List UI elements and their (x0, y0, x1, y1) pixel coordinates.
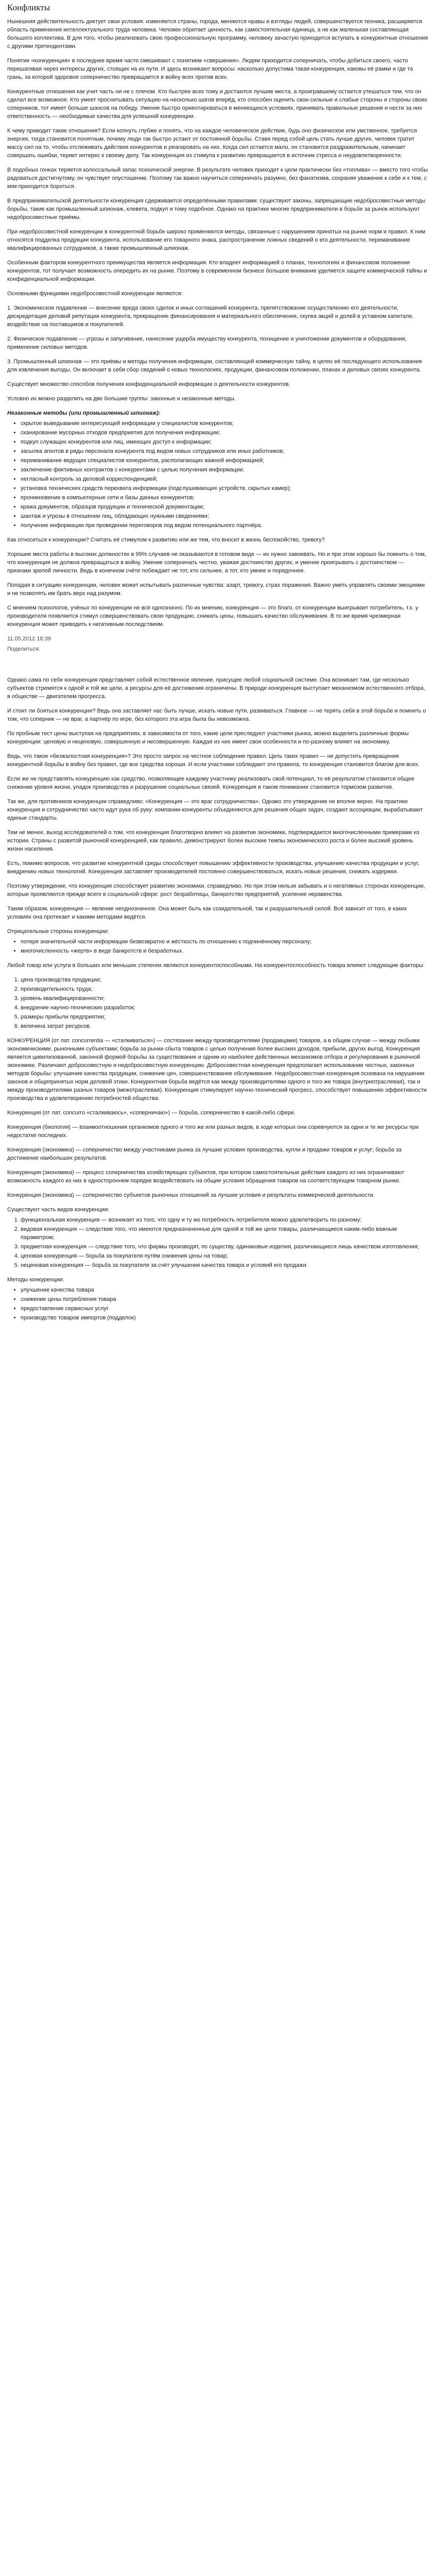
paragraph: К чему приводит такие отношения? Если копнуть глубже и понять, что на каждое человеческое действие, будь оно физическое или умственное, требуется энергия, тогда становится понятным, почему люди так быстро устают от постоянной борьбы. Ставя перед собой цель стать лучше других, человек тратит массу сил на то, чтобы отслеживать действия конкурентов и реагировать на них. Когда сил остается мало, он становится раздражительным, начинает совершать ошибки, теряет интерес к своему делу. Так конкуренция из стимула к развитию превращается в источник стресса и неудовлетворенности. (7, 128, 417, 159)
section-heading: Существуют часть видов конкуренции: (7, 1207, 110, 1213)
paragraph: Любой товар или услуга в больших или меньших степенях являются конкурентоспособными. На конкурентоспособность товара влияют следующие факторы: (7, 962, 425, 969)
paragraph: По пробным тест цены выступая на предприятиях, в зависимости от того, какие цели преследуют участники рынка, можно выделить различные формы конкуренции: ценовую и неценовую, совершенную и несовершенную. Каждая из них имеет свои особенности и по-разному влияет на экономику. (7, 731, 409, 745)
section-heading: Отрицательные стороны конкуренции: (7, 928, 109, 935)
paragraph: Конкуренция (экономика) — процесс соперничества хозяйствующих субъектов, при котором самостоятельные действия каждого из них ограничивают возможность каждого из них в одностороннем порядке воздействовать на общие условия обращения товаров на соответствующем товарном рынке. (7, 1170, 405, 1184)
list-item: • заключение фиктивных контрактов с конкурентами с целью получения информации; (21, 466, 429, 474)
paragraph: Существует множество способов получения конфиденциальной информации о деятельности конкурентов. (7, 381, 290, 387)
list-item: 2. производительность труда; (21, 985, 429, 993)
list-item: • установка технических средств перехвата информации (подслушивающих устройств, скрытых камер); (21, 484, 429, 493)
paragraph: Конкуренция (экономика) — соперничество субъектов рыночных отношений за лучшие условия и результаты коммерческой деятельности. (7, 1192, 375, 1198)
list-item: • подкуп служащих конкурентов или лиц, имеющих доступ к информации; (21, 438, 429, 446)
section-heading: Незаконные методы (или промышленный шпионаж): (7, 410, 161, 416)
section-heading: Методы конкуренции: (7, 1277, 64, 1283)
list-item: 3. уровень квалифицированности; (21, 994, 429, 1003)
paragraph: С мнением психологов, учёных по конкуренции не всё однозначно. По их мнению, конкуренция — это благо, от конкуренции выигрывает потребитель, т.к. у производителя появляется стимул совершенствовать свою продукцию, снижать цены, повышать качество обслуживания. В то же время чрезмерная конкуренция может приводить к негативным последствиям. (7, 605, 418, 628)
list-item: • скрытое выведывание интересующей информации у специалистов конкурентов; (21, 419, 429, 428)
list-item: • многочисленность «жертв» в виде банкротств и безработных. (21, 947, 429, 955)
paragraph: Основными функциями недобросовестной конкуренции являются: (7, 291, 183, 297)
paragraph: Конкуренция (от лат. concurro «сталкиваюсь», «соперничаю») — борьба, соперничество в какой-либо сфере. (7, 1110, 296, 1116)
post-date: 11.05.2012 18:39 (7, 636, 51, 642)
paragraph: Так же, для противников конкуренции справедливо: «Конкуренция — это враг сотрудничества». Однако это утверждение не вполне верно. На практике конкуренция и сотрудничество часто идут рука об руку: компании-конкуренты объединяются для решения общих задач, создают ассоциации, вырабатывают единые стандарты. (7, 799, 423, 821)
list-item: 1. цена производства продукции; (21, 976, 429, 984)
share-link[interactable]: Поделиться: (7, 646, 40, 652)
paragraph: Таким образом, конкуренция — явление неоднозначное. Она может быть как созидательной, так и разрушительной силой. Всё зависит от того, в каких условиях она протекает и какими методами ведётся. (7, 906, 407, 920)
list-item: • предоставление сервисных услуг (21, 1304, 429, 1313)
spacer (7, 655, 429, 676)
factors-list (7, 976, 429, 1030)
paragraph: Если же не представлять конкуренцию как средство, позволяющее каждому участнику реализовать свой потенциал, то её результатом становится общее снижение уровня жизни, упадок производства и разрушение социальных связей. Конкуренция в таком понимании становится тормозом развития. (7, 776, 415, 790)
paragraph: При недобросовестной конкуренции в конкурентной борьбе широко применяются методы, связанные с нарушением принятых на рынке норм и правил. К ним относятся подделка продукции конкурента, использование его товарного знака, распространение ложных сведений о его деятельности, переманивание квалифицированных сотрудников, а также промышленный шпионаж. (7, 229, 426, 251)
competition-methods-list (7, 1286, 429, 1322)
list-item: 5. неценовая конкуренция — борьба за покупателя за счёт улучшения качества товара и условий его продажи. (21, 1261, 429, 1269)
paragraph: Поэтому утверждение, что конкуренция способствует развитию экономики, справедливо. Но при этом нельзя забывать и о негативных сторонах конкуренции, которые проявляются прежде всего в социальной сфере: рост безработицы, банкротство предприятий, усиление неравенства. (7, 883, 425, 897)
paragraph: 2. Физическое подавление — угрозы и запугивание, нанесение ущерба имуществу конкурента, похищение и уничтожение документов и оборудования, применение силовых методов. (7, 336, 407, 350)
list-item: • шантаж и угрозы в отношении лиц, обладающих нужными сведениями; (21, 512, 429, 520)
list-item: • проникновение в компьютерные сети и базы данных конкурентов; (21, 494, 429, 502)
list-item: 5. размеры прибыли предприятия; (21, 1013, 429, 1021)
paragraph: Понятие «конкуренция» в последнее время часто смешивают с понятием «свершения». Людям приходится соперничать, чтобы добиться своего, часто перешагивая через интересы других, стоящих на их пути. И здесь возникают вопросы: насколько допустима такая конкуренция, каковы её рамки и где та грань, за которой здоровое соперничество превращается в войну всех против всех. (7, 58, 413, 80)
definitions-section (7, 1037, 429, 1199)
paragraph: В подобных гонках теряется колоссальный запас психической энергии. В результате человек приходит к цели практически без «топлива» — вместо того чтобы радоваться достигнутому, он чувствует опустошение. Поэтому так важно научиться соперничать разумно, без фанатизма, сохраняя уважение к себе и к тем, с кем приходится бороться. (7, 167, 428, 190)
paragraph: 3. Промышленный шпионаж — это приёмы и методы получения информации, составляющей коммерческую тайну, в целях её последующего использования для извлечения выгоды. Он включает в себя сбор сведений о новых технологиях, продукции, финансовом положении, планах и деловых связях конкурента. (7, 359, 422, 373)
list-item: • засылка агентов в ряды персонала конкурента под видом новых сотрудников или иных работников; (21, 447, 429, 455)
types-list (7, 1216, 429, 1269)
paragraph: Однако сама по себе конкуренция представляет собой естественное явление, присущее любой социальной системе. Она возникает там, где несколько субъектов стремятся к одной и той же цели, а ресурсы для её достижения ограничены. В природе конкуренция выступает механизмом естественного отбора, в обществе — двигателем прогресса. (7, 677, 425, 700)
paragraph: И стоит ли бояться конкуренции? Ведь она заставляет нас быть лучше, искать новые пути, развиваться. Главное — не терять себя в этой борьбе и помнить о том, что соперник — не враг, а партнёр по игре, без которого эта игра была бы невозможна. (7, 708, 426, 722)
paragraph: Нынешняя действительность диктует свои условия: изменяется страны, города, меняются нравы и взгляды людей, совершенствуется техника, расширяется область применения интеллектуального труда человека. Человек обретает ценность, как самостоятельная единица, а не как маленькая составляющая большого коллектива. В для того, чтобы реализовать свою профессиональную программу, человеку зачастую приходится вступать в конкурентные отношения с другими претендентами. (7, 19, 428, 49)
list-item: • потеря значительной части информации безвозвратно и жёсткость по отношению к подчинённому персоналу; (21, 938, 429, 946)
list-item: 4. ценовая конкуренция — борьба за покупателя путём снижения цены на товар; (21, 1252, 429, 1260)
list-item: • сканирование мусорных отходов предприятия для получения информации; (21, 429, 429, 437)
list-item: 3. предметная конкуренция — следствие того, что фирмы производят, по существу, одинаковые изделия, различающиеся лишь качеством изготовления; (21, 1243, 429, 1251)
paragraph: 1. Экономическое подавление — внесение вреда своих сделок и иных соглашений конкурента, препятствование осуществлению его деятельности, дискредитация деловой репутации конкурента, прекращение финансирования и материального обеспечения, скупка акций и долей в уставном капитале, воздействие на поставщиков и покупателей. (7, 305, 414, 328)
after-methods-section (7, 536, 429, 629)
list-item: 4. внедрение научно-технических разработок; (21, 1004, 429, 1012)
list-item: 1. функциональная конкуренция — возникает из того, что одну и ту же потребность потребителя можно удовлетворить по-разному; (21, 1216, 429, 1224)
page-title: Конфликты (7, 3, 50, 12)
list-item: 6. величина затрат ресурсов. (21, 1022, 429, 1030)
paragraph: В предпринимательской деятельности конкуренция сдерживается определёнными правилами: существуют законы, запрещающие недобросовестные методы борьбы, такие как промышленный шпионаж, клевета, подкуп и тому подобное. Однако на практике многие предприниматели в борьбе за рынок используют недобросовестные приёмы. (7, 198, 426, 221)
list-item: • улучшение качества товара (21, 1286, 429, 1294)
paragraph: Особенным фактором конкурентного преимущества является информация. Кто владеет информацией о планах, технологиях и финансовом положении конкурентов, тот получает возможность опередить их на рынке. Поэтому в современном бизнесе большое внимание уделяется защите коммерческой тайны и конфиденциальной информации. (7, 260, 427, 282)
paragraph: Конкуренция (экономика) — соперничество между участниками рынка за лучшие условия производства, купли и продажи товаров и услуг; борьба за достижение наибольших результатов. (7, 1147, 402, 1161)
list-item: • получение информации при проведении переговоров под видом потенциального партнёра. (21, 521, 429, 530)
list-item: • негласный контроль за деловой корреспонденцией; (21, 475, 429, 483)
list-item: 2. видовая конкуренция — следствие того, что имеются предназначенные для одной и той же цели товары, различающиеся каким-либо важным параметром; (21, 1225, 429, 1242)
paragraph: Конкурентные отношения как учит часть ни не с плечом. Кто быстрее всех тому и достаются лучшие места, а проигравшему остается утешаться тем, что он сделал все возможное. Кто умеет просчитывать ситуацию на несколько шагов вперёд, кто способен оценить свои сильные и слабые стороны и стороны своих соперников, тот имеет больше шансов на победу. Умение быстро ориентироваться в меняющихся условиях, принимать правильные решения и нести за них ответственность — необходимые качества для успешной конкуренции. (7, 89, 427, 120)
paragraph: Есть, помимо вопросов, что развитие конкурентной среды способствует повышению эффективности производства, улучшению качества продукции и услуг, внедрению новых технологий. Конкуренция заставляет производителей постоянно совершенствоваться, искать новые решения, снижать издержки. (7, 860, 420, 875)
paragraph: Как относиться к конкуренции? Считать её стимулом к развитию или же тем, что вносит в жизнь беспокойство, тревогу? (7, 537, 325, 543)
paragraph: Тем не менее, выход исследователей о том, что конкуренция благотворно влияет на развитие экономики, подтверждается многочисленными примерами из истории. Страны с развитой рыночной конкуренцией, как правило, демонстрируют более высокие темпы экономического роста и более высокий уровень жизни населения. (7, 829, 420, 852)
negative-list (7, 938, 429, 955)
paragraph: Попадая в ситуацию конкуренции, человек может испытывать различные чувства: азарт, тревогу, страх поражения. Важно уметь управлять своими эмоциями и не позволять им брать верх над разумом. (7, 582, 425, 597)
intro-section (7, 18, 429, 403)
illegal-methods-list (7, 419, 429, 530)
list-item: • производство товаров импортов (подделок) (21, 1314, 429, 1322)
list-item: • снижение цены потребления товара (21, 1295, 429, 1303)
list-item: • переманивание ведущих специалистов конкурентов, располагающих важной информацией; (21, 456, 429, 465)
list-item: • кража документов, образцов продукции и технической документации; (21, 503, 429, 511)
paragraph: Хорошие места работы в высоких должностях в 99% случаев не оказываются в готовом виде — их нужно завоевать. Но и при этом хорошо бы помнить о том, что конкуренция не должна превращаться в войну. Умение соперничать честно, уважая достоинство других, и умение проигрывать с достоинством — признаки зрелой личности. Ведь в конечном счёте побеждает не тот, кто сильнее, а тот, кто умнее и порядочнее. (7, 551, 426, 574)
paragraph: Условно их можно разделить на две большие группы: законные и незаконные методы. (7, 396, 236, 402)
paragraph: КОНКУРЕНЦИЯ (от лат. concurrentia — «сталкиваться») — состязание между производителями (продавцами) товаров, а в общем случае — между любыми экономическими, рыночными субъектами; борьба за рынки сбыта товаров с целью получения более высоких доходов, прибыли, других выгод. Конкуренция является цивилизованной, законной формой борьбы за существование и одним из наиболее действенных механизмов отбора и регулирования в рыночной экономике. Различают добросовестную и недобросовестную конкуренцию. Добросовестная конкуренция предполагает использование честных, законных методов борьбы: улучшение качества продукции, снижение цен, совершенствование обслуживания. Недобросовестная конкуренция основана на нарушении законов и общепринятых норм деловой этики. Конкурентная борьба ведётся как между производителями одного и того же товара (внутриотраслевая), так и между производителями разных товаров (межотраслевая). Конкуренция стимулирует научно-технический прогресс, способствует повышению эффективности производства и удовлетворению потребностей общества. (7, 1038, 427, 1101)
paragraph: Ведь, что такое «безжалостная конкуренция»? Это просто запрос на честное соблюдение правил. Цель таких правил — не допустить превращения конкурентной борьбы в войну без правил, где все средства хороши. И если участники соблюдают эти правила, то конкуренция становится благом для всех. (7, 753, 420, 768)
body-section (7, 676, 429, 921)
paragraph: Конкуренция (биология) — взаимоотношения организмов одного и того же или разных видов, в ходе которых они соревнуются за одни и те же ресурсы при недостатке последних. (7, 1124, 419, 1139)
